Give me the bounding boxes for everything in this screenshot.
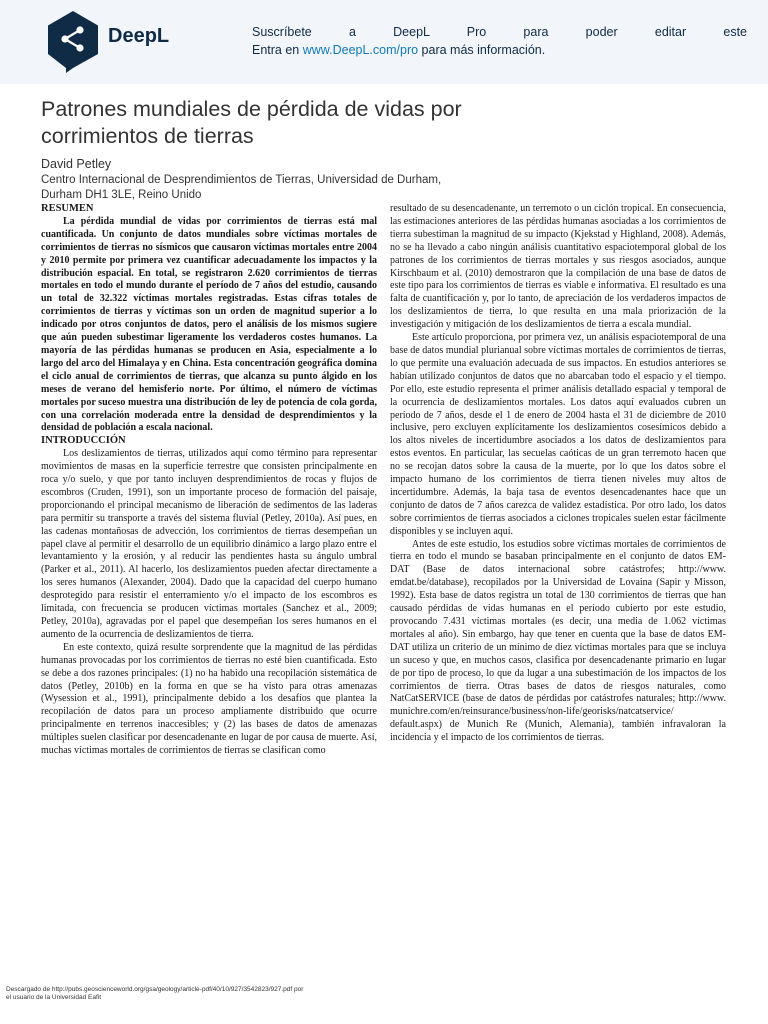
abstract-text: La pérdida mundial de vidas por corrimientos de tierras está mal cuantificada. Un conjunto de datos mundiales sobre víctimas mortales de corrimientos de tierras no sísmicos que causaron víctimas mortales entre 2004 y 2010 permite por primera vez cuantificar adecuadamente los impactos y la distribución espacial. En total, se registraron 2.620 corrimientos de tierras mortales en todo el mundo durante el período de 7 años del estudio, causando un total de 32.322 víctimas mortales registradas. Estas cifras totales de corrimientos de tierras y víctimas son un orden de magnitud superior a lo indicado por otros conjuntos de datos, pero el análisis de los mismos sugiere que aún pueden subestimar ligeramente los verdaderos costes humanos. La mayoría de las pérdidas humanas se producen en Asia, especialmente a lo largo del arco del Himalaya y en China. Esta concentración geográfica domina el ciclo anual de corrimientos de tierras, que alcanza su punto álgido en los meses de verano del hemisferio norte. Por último, el número de víctimas mortales por suceso muestra una distribución de ley de potencia de cola gorda, con una correlación moderada entre la densidad de desprendimientos y la densidad de población a escala nacional. bbox=[41, 215, 377, 434]
promo-prefix: Entra en bbox=[252, 43, 303, 57]
promo-line-2 bbox=[252, 41, 747, 59]
paper-title: Patrones mundiales de pérdida de vidas por corrimientos de tierras bbox=[41, 97, 462, 148]
deepl-banner bbox=[0, 0, 768, 84]
promo-message bbox=[252, 23, 747, 59]
download-footer bbox=[6, 986, 426, 1002]
intro-paragraph-1: Los deslizamientos de tierras, utilizados aquí como término para representar movimientos de masas en la superficie terrestre que consisten principalmente en roca y/o suelo, y que por tanto incluyen desprendimientos de rocas y flujos de escombros (Cruden, 1991), son un importante proceso de formación del paisaje, proporcionando el principal mecanismo de liberación de sedimentos de las laderas para permitir su transporte a través del sistema fluvial (Petley, 2010a). Así pues, en las cadenas montañosas de advección, los corrimientos de tierras desempeñan un papel clave al permitir el desarrollo de un equilibrio dinámico a largo plazo entre el levantamiento y la erosión, y al reducir las pendientes hasta su ángulo umbral (Parker et al., 2011). Al hacerlo, los deslizamientos pueden afectar directamente a los seres humanos (Alexander, 2004). Dado que la capacidad del cuerpo humano desprotegido para resistir el enterramiento y/o el impacto de los escombros es limitada, con frecuencia se producen víctimas mortales (Sanchez et al., 2009; Petley, 2010a), agravadas por el papel que desempeñan los seres humanos en el aumento de la ocurrencia de deslizamientos de tierra. bbox=[41, 448, 377, 640]
deepl-logo-text[interactable]: DeepL bbox=[108, 25, 170, 47]
intro-heading: INTRODUCCIÓN bbox=[41, 435, 126, 447]
paper-author: David Petley bbox=[41, 157, 112, 171]
promo-line-1: Suscríbete a DeepL Pro para poder editar este bbox=[252, 25, 747, 39]
deepl-logo-icon[interactable] bbox=[48, 11, 98, 73]
paper-affiliation: Centro Internacional de Desprendimientos de Tierras, Universidad de Durham, Durham DH1 3LE, Reino Unido bbox=[41, 174, 442, 201]
body-paragraph-1: resultado de su desencadenante, un terremoto o un ciclón tropical. En consecuencia, las estimaciones anteriores de las pérdidas humanas asociadas a los corrimientos de tierra subestiman la magnitud de su impacto (Kjekstad y Highland, 2008). Además, no se ha llevado a cabo ningún análisis cuantitativo espaciotemporal global de los patrones de los corrimientos de tierras mortales y sus riesgos asociados, aunque Kirschbaum et al. (2010) demostraron que la compilación de una base de datos de este tipo para los corrimientos de tierras es viable e informativa. El resultado es una falta de cuantificación y, por lo tanto, de apreciación de los verdaderos impactos de los deslizamientos de tierra, lo que resulta en una mala priorización de la investigación y mitigación de los deslizamientos de tierra a escala mundial. bbox=[390, 203, 726, 331]
intro-paragraph-2: En este contexto, quizá resulte sorprendente que la magnitud de las pérdidas humanas provocadas por los corrimientos de tierras no esté bien cuantificada. Esto se debe a dos razones principales: (1) no ha habido una recopilación sistemática de datos (Petley, 2010b) en la forma en que se ha visto para otras amenazas (Wysession et al., 1991), principalmente debido a los desafíos que plantea la recopilación de datos para un proceso ampliamente distribuido que ocurre principalmente en terrenos inaccesibles; y (2) las bases de datos de amenazas múltiples suelen clasificar por desencadenante en lugar de por causa de muerte. Así, muchas víctimas mortales de corrimientos de tierras se clasifican como bbox=[41, 641, 377, 757]
body-paragraph-3: Antes de este estudio, los estudios sobre víctimas mortales de corrimientos de tierra en todo el mundo se basaban principalmente en el conjunto de datos EM-DAT (Base de datos internacional sobre catástrofes; http://www. emdat.be/database), recopilados por la Universidad de Lovaina (Sapir y Misson, 1992). Esta base de datos registra un total de 130 corrimientos de tierras que han causado pérdidas de vidas humanas en el período cubierto por este estudio, provocando 7.431 víctimas mortales (es decir, una media de 1.062 víctimas mortales al año). Sin embargo, hay que tener en cuenta que la base de datos EM-DAT utiliza un criterio de un mínimo de diez víctimas mortales para que se incluya un suceso y que, en muchos casos, clasifica por desencadenante primario en lugar de por tipo de proceso, lo que da lugar a una subestimación de los impactos de los corrimientos de tierra. Otras bases de datos de riesgos naturales, como NatCatSERVICE (base de datos de pérdidas por catástrofes naturales; http://www. munichre.com/en/reinsurance/business/non-life/georisks/natcatservice/ default.aspx) de Munich Re (Munich, Alemania), también infravaloran la incidencia y el impacto de los corrimientos de tierras. bbox=[390, 538, 726, 744]
promo-suffix: para más información. bbox=[418, 43, 546, 57]
deepl-pro-link[interactable]: www.DeepL.com/pro bbox=[302, 43, 419, 57]
right-column bbox=[390, 203, 726, 745]
abstract-heading: RESUMEN bbox=[41, 203, 94, 214]
body-paragraph-2: Este artículo proporciona, por primera vez, un análisis espaciotemporal de una base de datos mundial plurianual sobre víctimas mortales de corrimientos de tierras, lo que permite una evaluación adecuada de sus impactos. En estudios anteriores se habían utilizado conjuntos de datos que no abarcaban todo el espacio y el tiempo. Por ello, este estudio representa el primer análisis detallado espacial y temporal de la ocurrencia de deslizamientos mortales. Los datos aquí evaluados cubren un período de 7 años, desde el 1 de enero de 2004 hasta el 31 de diciembre de 2010 inclusive, pero excluyen explícitamente los deslizamientos cosesímicos debido a los altos niveles de incertidumbre asociados a los datos de deslizamientos para estos eventos. En particular, las secuelas caóticas de un gran terremoto hacen que no se recojan datos sobre la causa de la muerte, por lo que los datos sobre el impacto humano de los corrimientos de tierra tienen niveles muy altos de incertidumbre. Además, la baja tasa de eventos desencadenantes hace que un conjunto de datos de 7 años carezca de validez estadística. Por otro lado, los datos sobre corrimientos de tierras asociados a ciclones tropicales suelen estar fácilmente disponibles y se incluyen aquí. bbox=[390, 332, 727, 537]
footer-line-2: el usuario de la Universidad Eafit bbox=[6, 994, 102, 1001]
footer-line-1: Descargado de http://pubs.geoscienceworld.org/gsa/geology/article-pdf/40/10/927/3542823/927.pdf por bbox=[6, 986, 304, 993]
left-column bbox=[41, 203, 377, 758]
